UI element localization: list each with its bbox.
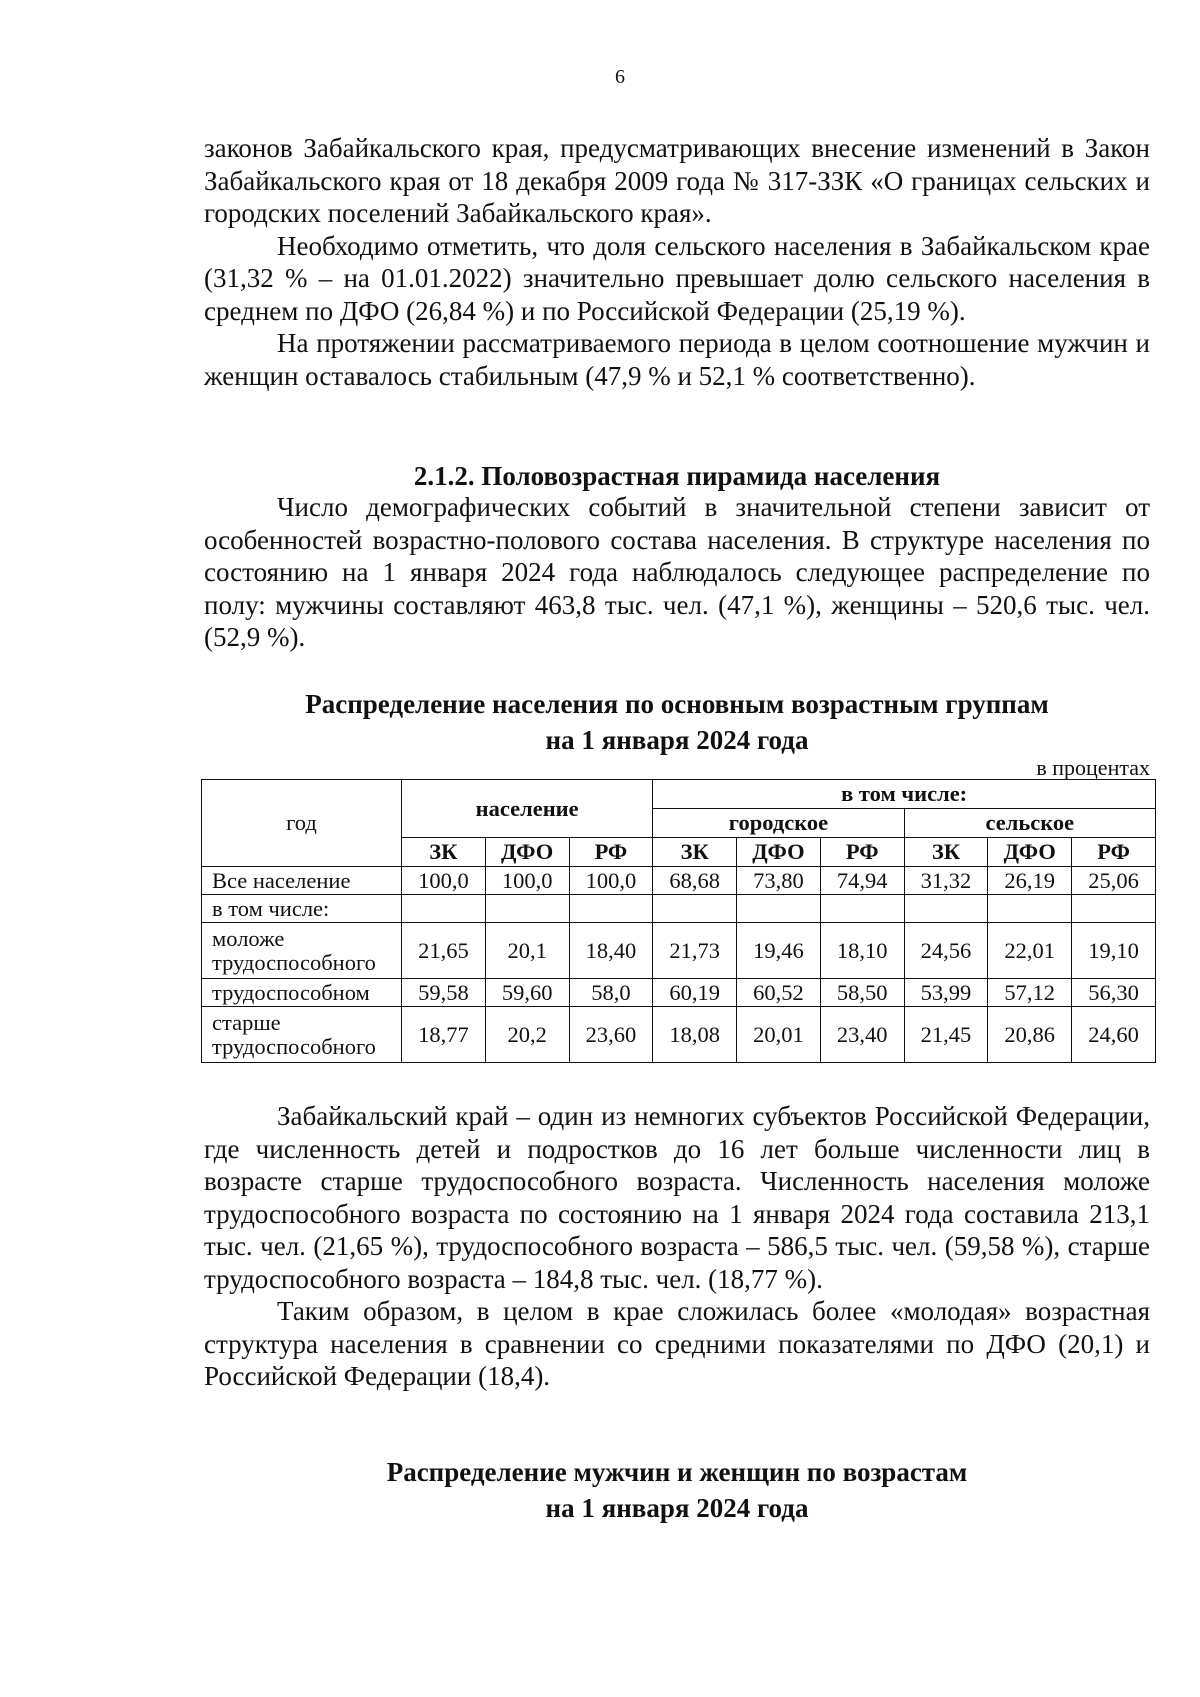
subheader-cell: ЗК [653, 838, 737, 867]
table-cell: 20,01 [737, 1007, 821, 1063]
table-title-line-1: Распределение населения по основным возрастным группам [305, 689, 1049, 719]
subheader-cell: ДФО [988, 838, 1072, 867]
subheader-cell: ДФО [737, 838, 821, 867]
table-cell: 60,19 [653, 979, 737, 1007]
table-cell: 100,0 [402, 867, 486, 895]
table-cell: 22,01 [988, 923, 1072, 979]
paragraph-5: Забайкальский край – один из немногих субъектов Российской Федерации, где численность детей и подростков до 16 лет больше численности лиц в возрасте старше трудоспособного возраста. Численность населения моложе трудоспособного возраста по состоянию на 1 января 2024 года составила 213,1 тыс. чел. (21,65 %), трудоспособного возраста – 586,5 тыс. чел. (59,58 %), старше трудоспособного возраста – 184,8 тыс. чел. (18,77 %). [204, 1101, 1150, 1294]
table-cell [569, 895, 653, 923]
table-cell: 57,12 [988, 979, 1072, 1007]
bottom-title-line-2: на 1 января 2024 года [545, 1493, 809, 1523]
page-number: 6 [615, 66, 625, 88]
table-cell: 59,60 [485, 979, 569, 1007]
table-cell: 26,19 [988, 867, 1072, 895]
subheader-cell: ДФО [485, 838, 569, 867]
table-cell: 100,0 [485, 867, 569, 895]
text-block-top [204, 132, 1150, 392]
subheader-cell: РФ [820, 838, 904, 867]
subheader-cell: РФ [1072, 838, 1156, 867]
row-label: моложе трудоспособного [202, 923, 402, 979]
subheader-cell: ЗК [402, 838, 486, 867]
row-label: трудоспособном [202, 979, 402, 1007]
table-cell: 25,06 [1072, 867, 1156, 895]
paragraph-1: законов Забайкальского края, предусматривающих внесение изменений в Закон Забайкальского края от 18 декабря 2009 года № 317-ЗЗК «О границах сельских и городских поселений Забайкальского края». [204, 133, 1150, 228]
table-cell: 20,86 [988, 1007, 1072, 1063]
header-year: год [202, 780, 402, 867]
table-cell: 56,30 [1072, 979, 1156, 1007]
header-population: население [402, 780, 653, 838]
table-title [204, 686, 1150, 758]
table-cell: 68,68 [653, 867, 737, 895]
table-cell: 23,40 [820, 1007, 904, 1063]
table-cell: 53,99 [904, 979, 988, 1007]
table-cell: 18,10 [820, 923, 904, 979]
row-label: в том числе: [202, 895, 402, 923]
table-cell: 100,0 [569, 867, 653, 895]
table-cell: 19,46 [737, 923, 821, 979]
table-cell: 24,56 [904, 923, 988, 979]
table-cell: 18,77 [402, 1007, 486, 1063]
table-row [202, 895, 1156, 923]
row-label: Все население [202, 867, 402, 895]
paragraph-2: Необходимо отметить, что доля сельского населения в Забайкальском крае (31,32 % – на 01.01.2022) значительно превышает долю сельского населения в среднем по ДФО (26,84 %) и по Российской Федерации (25,19 %). [204, 230, 1150, 326]
table-cell: 23,60 [569, 1007, 653, 1063]
header-including: в том числе: [653, 780, 1156, 809]
table-cell [653, 895, 737, 923]
table-cell: 31,32 [904, 867, 988, 895]
header-urban: городское [653, 809, 904, 838]
paragraph-6: Таким образом, в целом в крае сложилась более «молодая» возрастная структура населения в сравнении со средними показателями по ДФО (20,1) и Российской Федерации (18,4). [204, 1296, 1150, 1391]
table-cell [485, 895, 569, 923]
table-row [202, 923, 1156, 979]
table-cell: 73,80 [737, 867, 821, 895]
text-block-bottom [204, 1100, 1150, 1393]
table-row [202, 1007, 1156, 1063]
row-label: старше трудоспособного [202, 1007, 402, 1063]
table-cell [820, 895, 904, 923]
bottom-title-line-1: Распределение мужчин и женщин по возрастам [386, 1457, 968, 1487]
table-unit: в процентах [1036, 755, 1150, 780]
table-cell: 21,73 [653, 923, 737, 979]
paragraph-3: На протяжении рассматриваемого периода в целом соотношение мужчин и женщин оставалось стабильным (47,9 % и 52,1 % соответственно). [204, 328, 1150, 391]
table-row [202, 867, 1156, 895]
text-block-sex [204, 491, 1150, 654]
table-cell [737, 895, 821, 923]
table-title-line-2: на 1 января 2024 года [545, 725, 809, 755]
header-rural: сельское [904, 809, 1155, 838]
table-cell: 19,10 [1072, 923, 1156, 979]
age-groups-table [201, 779, 1156, 1063]
table-cell: 21,45 [904, 1007, 988, 1063]
table-cell: 18,08 [653, 1007, 737, 1063]
table-cell: 58,50 [820, 979, 904, 1007]
table-cell: 20,2 [485, 1007, 569, 1063]
table-row [202, 979, 1156, 1007]
table-cell: 21,65 [402, 923, 486, 979]
subheader-cell: ЗК [904, 838, 988, 867]
table-cell: 24,60 [1072, 1007, 1156, 1063]
table-cell [988, 895, 1072, 923]
table-cell [1072, 895, 1156, 923]
table-cell [904, 895, 988, 923]
table-cell: 59,58 [402, 979, 486, 1007]
table-cell: 60,52 [737, 979, 821, 1007]
table-cell: 20,1 [485, 923, 569, 979]
table-cell [402, 895, 486, 923]
paragraph-4: Число демографических событий в значительной степени зависит от особенностей возрастно-полового состава населения. В структуре населения по состоянию на 1 января 2024 года наблюдалось следующее распределение по полу: мужчины составляют 463,8 тыс. чел. (47,1 %), женщины – 520,6 тыс. чел. (52,9 %). [204, 492, 1150, 652]
subheader-cell: РФ [569, 838, 653, 867]
table-cell: 58,0 [569, 979, 653, 1007]
table-cell: 18,40 [569, 923, 653, 979]
bottom-title [204, 1454, 1150, 1526]
table-cell: 74,94 [820, 867, 904, 895]
section-heading: 2.1.2. Половозрастная пирамида населения [413, 461, 941, 491]
